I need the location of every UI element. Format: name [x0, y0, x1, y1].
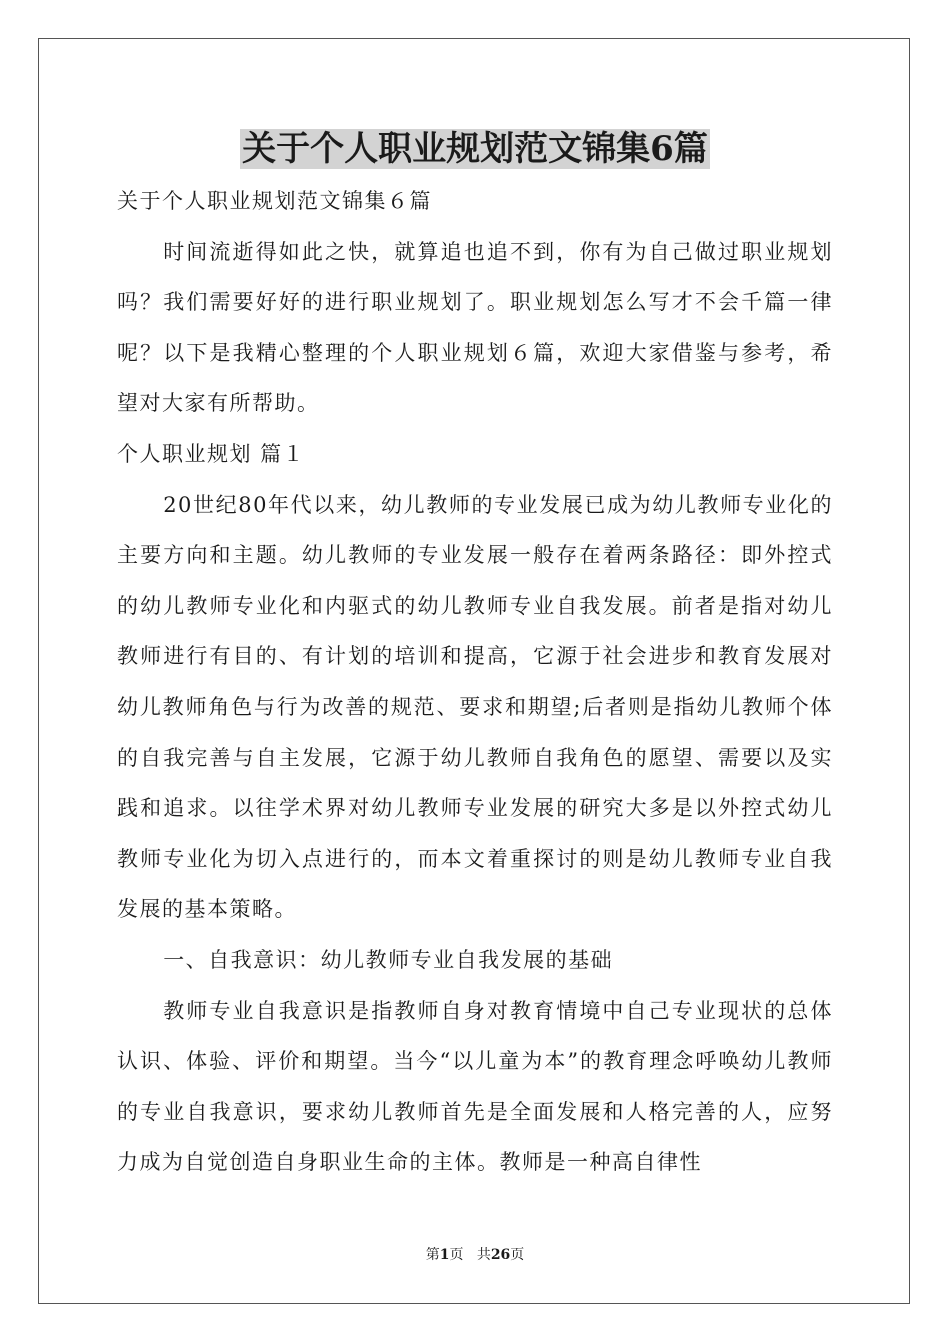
body-paragraph: 教师专业自我意识是指教师自身对教育情境中自己专业现状的总体认识、体验、评价和期望。当今“以儿童为本”的教育理念呼唤幼儿教师的专业自我意识，要求幼儿教师首先是全面发展和人格完善的人，应努力成为自觉创造自身职业生命的主体。教师是一种高自律性: [117, 998, 833, 1175]
body-paragraph: 20世纪80年代以来，幼儿教师的专业发展已成为幼儿教师专业化的主要方向和主题。幼儿教师的专业发展一般存在着两条路径：即外控式的幼儿教师专业化和内驱式的幼儿教师专业自我发展。前者是指对幼儿教师进行有目的、有计划的培训和提高，它源于社会进步和教育发展对幼儿教师角色与行为改善的规范、要求和期望;后者则是指幼儿教师个体的自我完善与自主发展，它源于幼儿教师自我角色的愿望、需要以及实践和追求。以往学术界对幼儿教师专业发展的研究大多是以外控式幼儿教师专业化为切入点进行的，而本文着重探讨的则是幼儿教师专业自我发展的基本策略。: [117, 492, 833, 922]
document-title-text: 关于个人职业规划范文锦集6篇: [242, 129, 708, 169]
subtitle-line: 关于个人职业规划范文锦集６篇: [117, 189, 432, 213]
footer-page-number: 1: [439, 1247, 450, 1263]
intro-paragraph: 时间流逝得如此之快，就算追也追不到，你有为自己做过职业规划吗？我们需要好好的进行职业规划了。职业规划怎么写才不会千篇一律呢？以下是我精心整理的个人职业规划６篇，欢迎大家借鉴与参考，希望对大家有所帮助。: [117, 239, 833, 416]
footer-page-prefix: 第: [425, 1247, 440, 1263]
footer-total-pages: 26: [490, 1247, 511, 1263]
footer-page-suffix: 页: [449, 1247, 464, 1263]
footer-total-prefix: 共: [476, 1247, 491, 1263]
subsection-heading: 一、自我意识：幼儿教师专业自我发展的基础: [163, 947, 614, 972]
document-body: [117, 176, 833, 1188]
footer-total-suffix: 页: [510, 1247, 525, 1263]
section-heading: 个人职业规划 篇１: [117, 441, 306, 466]
document-title: [0, 123, 950, 175]
page-footer: [0, 1245, 950, 1265]
